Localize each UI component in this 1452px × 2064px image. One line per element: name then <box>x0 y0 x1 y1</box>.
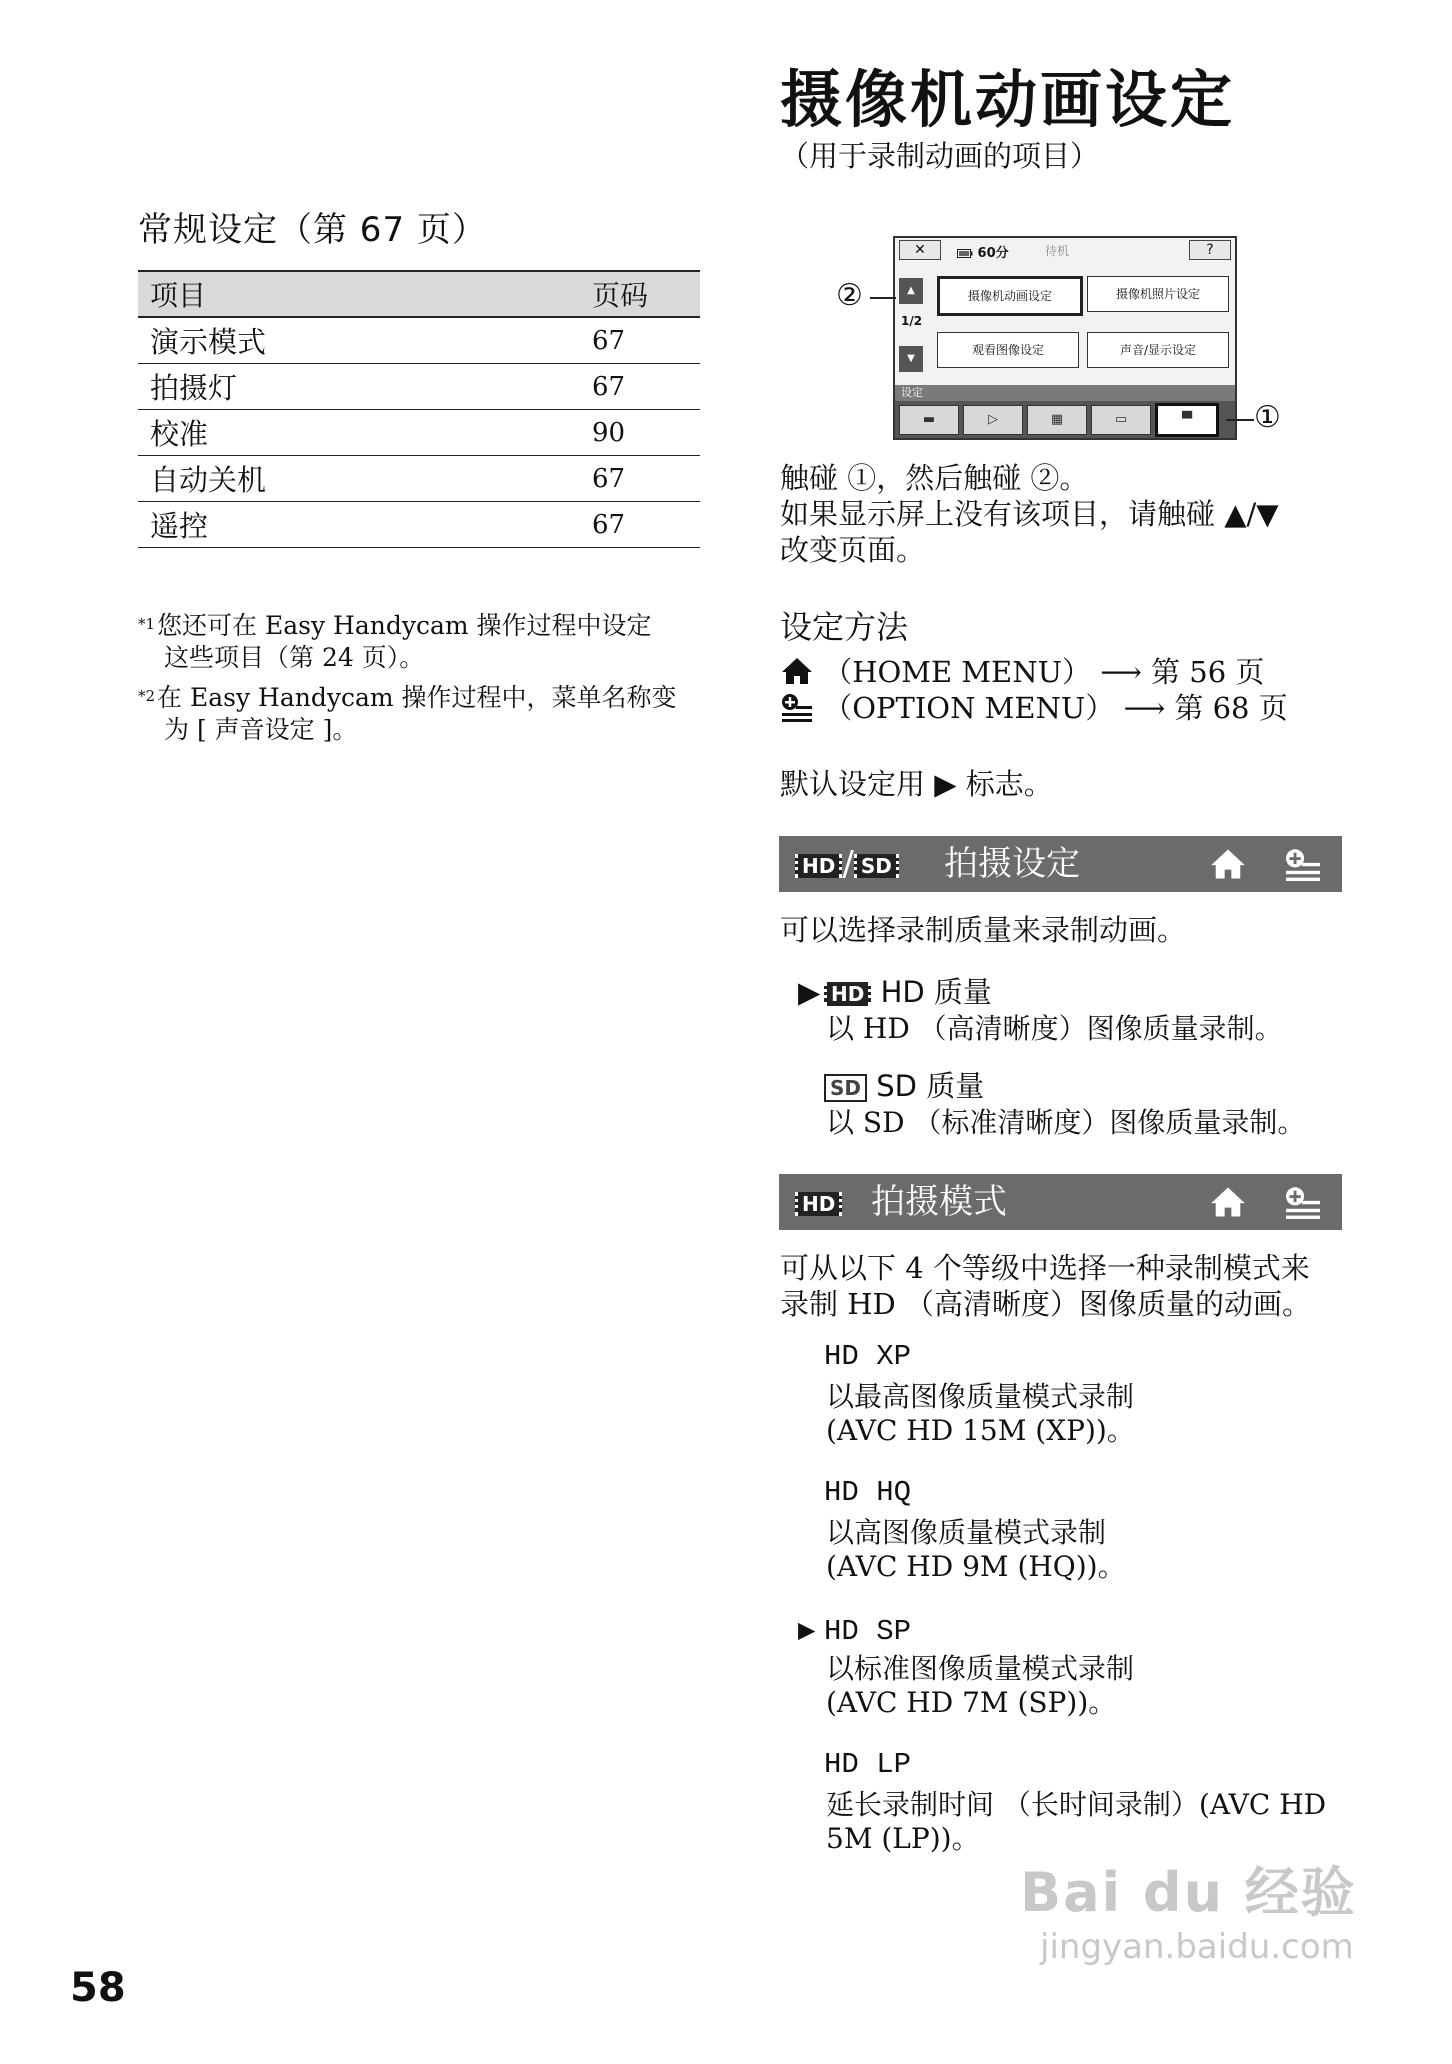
general-settings-heading: 常规设定（第 67 页） <box>138 210 487 250</box>
page-title: 摄像机动画设定 <box>780 63 1236 136</box>
option-desc <box>826 1516 1346 1584</box>
desc-line: 以标准图像质量模式录制 <box>826 1652 1135 1685</box>
section-badges <box>795 1174 842 1230</box>
desc-line: (AVC HD 15M (XP))。 <box>826 1414 1135 1447</box>
option-menu-text: （OPTION MENU） ⟶ 第 68 页 <box>823 691 1288 725</box>
section-intro: 可以选择录制质量来录制动画。 <box>780 913 1187 947</box>
card-tab-icon: ▭ <box>1091 405 1151 435</box>
badge-separator: / <box>842 844 854 884</box>
watermark-url: jingyan.baidu.com <box>1040 1927 1354 1967</box>
option-desc: 以 SD （标准清晰度）图像质量录制。 <box>826 1106 1306 1139</box>
lcd-category-tabs <box>895 401 1235 438</box>
home-menu-line <box>780 654 1340 690</box>
watermark-logo: Bai du 经验 <box>1020 1861 1357 1924</box>
callout-2-leader <box>870 297 896 299</box>
intro-line: 录制 HD （高清晰度）图像质量的动画。 <box>780 1287 1311 1321</box>
default-marker-icon: ▶ <box>798 975 821 1009</box>
play-tab-icon: ▷ <box>963 405 1023 435</box>
row-item: 拍摄灯 <box>138 364 580 410</box>
option-menu-icon <box>1283 1185 1323 1219</box>
page-subtitle: （用于录制动画的项目） <box>780 139 1100 173</box>
hd-badge-icon: HD <box>795 854 842 878</box>
page-down-icon: ▼ <box>899 346 923 372</box>
desc-line: 5M (LP))。 <box>826 1822 980 1855</box>
reference-table <box>138 270 700 548</box>
home-icon <box>1209 1185 1247 1219</box>
table-row <box>138 364 700 410</box>
page-number: 58 <box>70 1965 126 2011</box>
mode-option-sp <box>798 1612 911 1648</box>
row-page: 67 <box>580 364 700 410</box>
option-desc: 以 HD （高清晰度）图像质量录制。 <box>826 1012 1283 1045</box>
desc-line: 以最高图像质量模式录制 <box>826 1380 1135 1413</box>
row-page: 67 <box>580 317 700 364</box>
list-tab-icon: ▦ <box>1027 405 1087 435</box>
section-intro <box>780 1250 1340 1322</box>
lcd-button-sound-display-settings: 声音/显示设定 <box>1087 332 1229 368</box>
footnote-text: 这些项目（第 24 页）。 <box>164 643 425 672</box>
lcd-footer-label: 设定 <box>895 385 1235 401</box>
help-icon: ? <box>1189 240 1231 260</box>
desc-line: 延长录制时间 （长时间录制）(AVC HD <box>826 1788 1327 1821</box>
home-icon <box>780 656 814 686</box>
watermark <box>1020 1850 1357 1967</box>
desc-line: 以高图像质量模式录制 <box>826 1516 1107 1549</box>
callout-1-leader <box>1226 419 1254 421</box>
lcd-top-bar <box>895 238 1235 260</box>
instruction-line: 改变页面。 <box>780 533 926 567</box>
desc-line: (AVC HD 9M (HQ))。 <box>826 1550 1126 1583</box>
home-menu-text: （HOME MENU） ⟶ 第 56 页 <box>823 655 1265 689</box>
option-label: HD 质量 <box>880 975 992 1009</box>
status-text: 待机 <box>1045 244 1070 258</box>
footnote-2 <box>138 682 698 746</box>
callout-2: ② <box>836 278 863 313</box>
instruction-line: 触碰 ①，然后触碰 ②。 <box>780 461 1089 495</box>
option-label: HD SP <box>824 1615 912 1648</box>
instructions <box>780 460 1340 568</box>
option-desc <box>826 1652 1346 1720</box>
battery-indicator <box>957 242 1009 261</box>
table-header-row <box>138 271 700 317</box>
option-menu-line <box>780 690 1340 726</box>
table-row <box>138 317 700 364</box>
section-bar-recording-mode <box>779 1174 1342 1230</box>
section-title: 拍摄设定 <box>944 844 1080 884</box>
section-badges <box>795 836 899 892</box>
mode-option-hq <box>798 1476 911 1509</box>
sd-badge-icon: SD <box>824 1074 867 1102</box>
table-row <box>138 456 700 502</box>
lcd-screen-illustration <box>893 236 1237 440</box>
option-sd-quality <box>798 1064 984 1105</box>
page-indicator: 1/2 <box>901 314 923 328</box>
option-label: HD LP <box>824 1748 912 1781</box>
option-desc <box>826 1788 1346 1856</box>
row-page: 67 <box>580 502 700 548</box>
option-menu-icon <box>1283 847 1323 881</box>
toolbox-tab-icon: ▀ <box>1155 403 1219 437</box>
option-menu-icon <box>780 692 814 722</box>
intro-line: 可从以下 4 个等级中选择一种录制模式来 <box>780 1251 1310 1285</box>
mode-option-xp <box>798 1340 911 1373</box>
option-desc <box>826 1380 1346 1448</box>
table-row <box>138 410 700 456</box>
battery-text: 60分 <box>977 246 1009 261</box>
default-marker-icon: ▶ <box>798 1615 816 1648</box>
mode-option-lp <box>798 1748 911 1781</box>
footnote-mark: *2 <box>138 687 156 705</box>
footnote-text: 您还可在 Easy Handycam 操作过程中设定 <box>157 611 652 640</box>
row-page: 90 <box>580 410 700 456</box>
column-header-item: 项目 <box>138 271 580 317</box>
instruction-line: 如果显示屏上没有该项目，请触碰 ▲/▼ <box>780 497 1279 531</box>
lcd-button-view-settings: 观看图像设定 <box>937 332 1079 368</box>
home-icon <box>1209 847 1247 881</box>
footnote-text: 为 [ 声音设定 ]。 <box>164 715 358 744</box>
footnote-text: 在 Easy Handycam 操作过程中，菜单名称变 <box>157 683 677 712</box>
sd-badge-icon: SD <box>854 854 899 878</box>
column-header-page: 页码 <box>580 271 700 317</box>
default-note: 默认设定用 ▶ 标志。 <box>780 767 1053 801</box>
section-bar-recording-setting <box>779 836 1342 892</box>
footnote-1 <box>138 610 698 674</box>
table-row <box>138 502 700 548</box>
row-item: 遥控 <box>138 502 580 548</box>
desc-line: (AVC HD 7M (SP))。 <box>826 1686 1117 1719</box>
option-label: HD XP <box>824 1340 912 1373</box>
hd-badge-icon: HD <box>795 1192 842 1216</box>
close-icon: ✕ <box>899 240 941 260</box>
camera-tab-icon: ▬ <box>899 405 959 435</box>
method-heading: 设定方法 <box>780 608 909 646</box>
option-hd-quality <box>798 970 992 1011</box>
lcd-button-camera-movie-settings: 摄像机动画设定 <box>937 276 1083 316</box>
row-item: 校准 <box>138 410 580 456</box>
option-label: SD 质量 <box>876 1069 985 1103</box>
battery-icon <box>957 249 973 258</box>
option-label: HD HQ <box>824 1476 912 1509</box>
lcd-button-camera-photo-settings: 摄像机照片设定 <box>1087 276 1229 312</box>
section-title: 拍摄模式 <box>871 1182 1007 1222</box>
footnote-mark: *1 <box>138 615 156 633</box>
page-up-icon: ▲ <box>899 278 923 304</box>
row-item: 自动关机 <box>138 456 580 502</box>
callout-1: ① <box>1254 400 1281 435</box>
row-page: 67 <box>580 456 700 502</box>
row-item: 演示模式 <box>138 317 580 364</box>
hd-badge-icon: HD <box>824 982 871 1006</box>
